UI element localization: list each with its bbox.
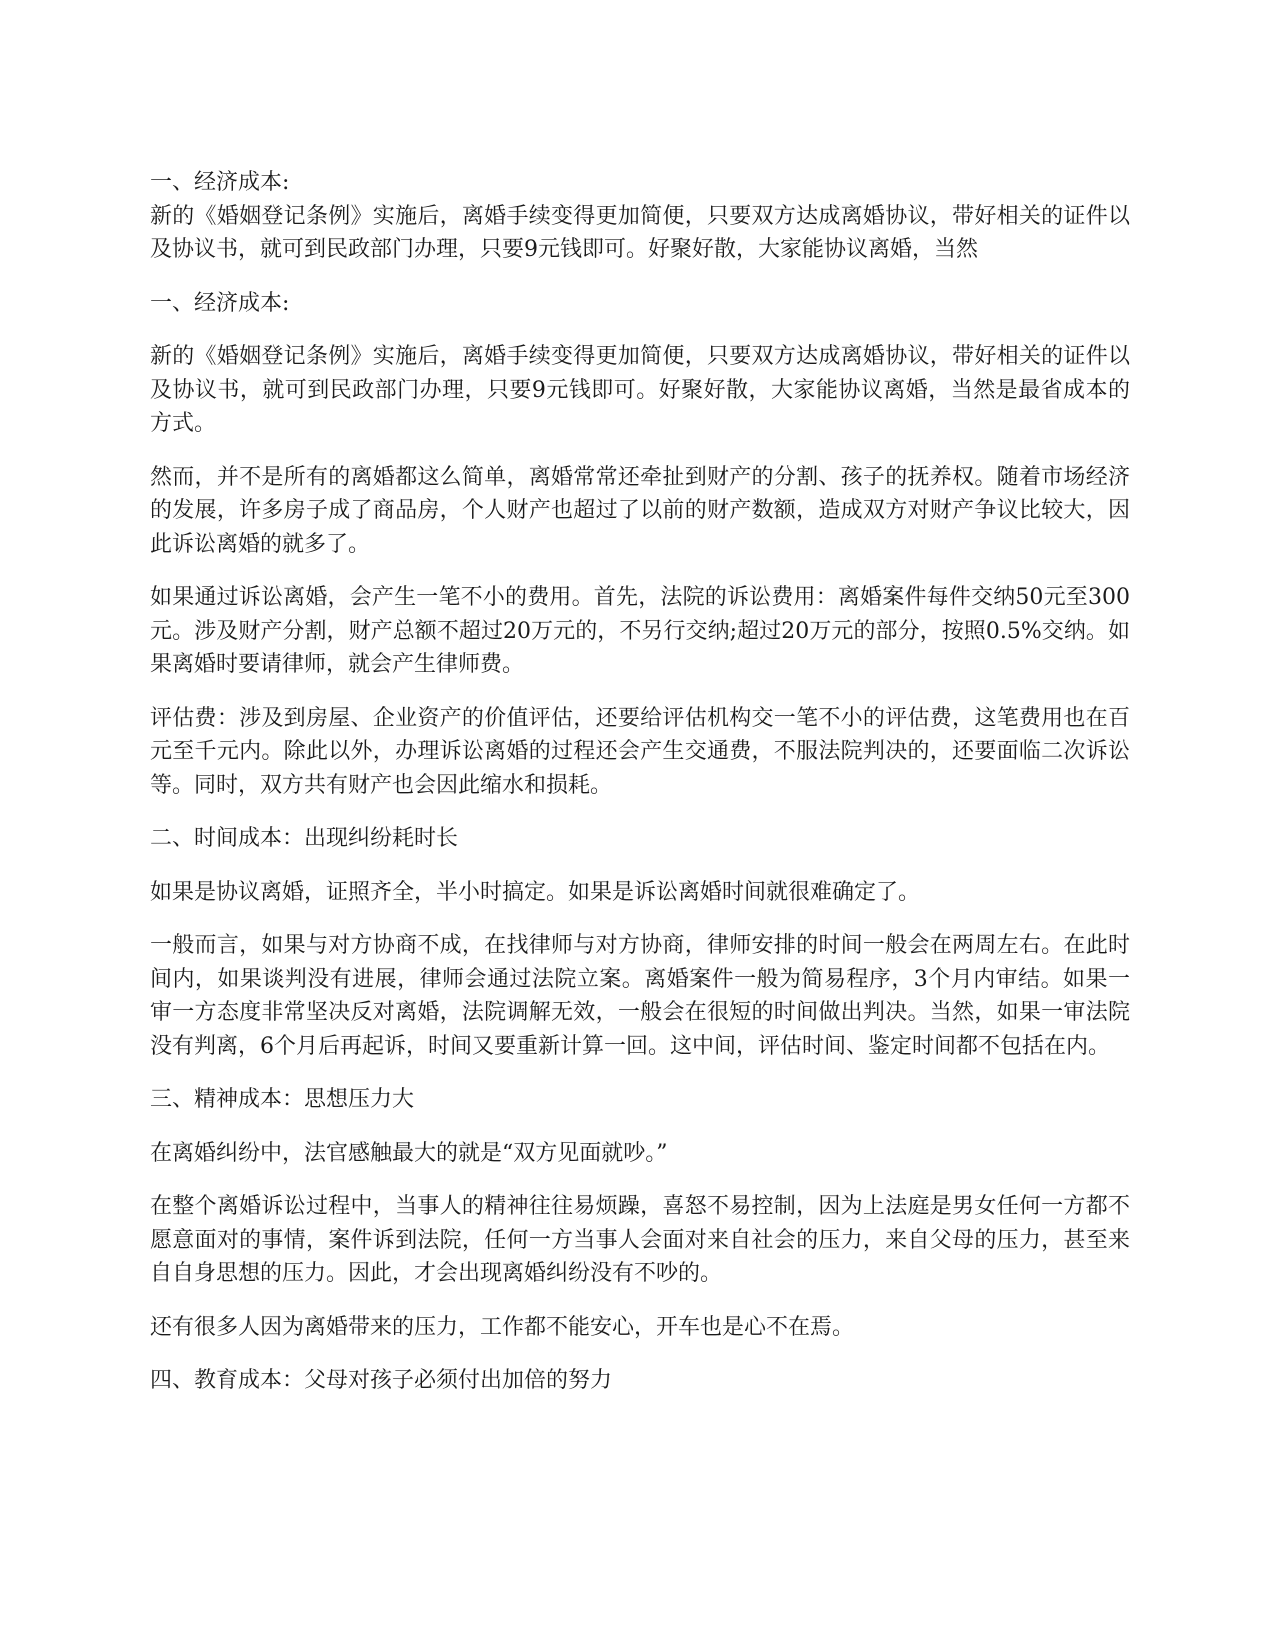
paragraph-judge-quote: 在离婚纠纷中，法官感触最大的就是“双方见面就吵。” [150,1140,668,1166]
section-heading-time: 二、时间成本：出现纠纷耗时长 [150,826,459,851]
paragraph-work-impact: 还有很多人因为离婚带来的压力，工作都不能安心，开车也是心不在焉。 [150,1314,855,1340]
document-body [150,166,1130,1418]
intro-heading: 一、经济成本: [150,170,290,195]
section-heading-education: 四、教育成本：父母对孩子必须付出加倍的努力 [150,1368,613,1393]
paragraph-agreement-time: 如果是协议离婚，证照齐全，半小时搞定。如果是诉讼离婚时间就很难确定了。 [150,879,921,905]
paragraph-appraisal-fees: 评估费：涉及到房屋、企业资产的价值评估，还要给评估机构交一笔不小的评估费，这笔费用也在百元至千元内。除此以外，办理诉讼离婚的过程还会产生交通费，不服法院判决的，还要面临二次诉讼等。同时，双方共有财产也会因此缩水和损耗。 [150,705,1130,798]
section-heading-economic: 一、经济成本: [150,290,290,316]
paragraph-registration: 新的《婚姻登记条例》实施后，离婚手续变得更加简便，只要双方达成离婚协议，带好相关的证件以及协议书，就可到民政部门办理，只要9元钱即可。好聚好散，大家能协议离婚，当然是最省成本的方式。 [150,344,1130,436]
paragraph-litigation-time: 一般而言，如果与对方协商不成，在找律师与对方协商，律师安排的时间一般会在两周左右。在此时间内，如果谈判没有进展，律师会通过法院立案。离婚案件一般为简易程序，3个月内审结。如果一审一方态度非常坚决反对离婚，法院调解无效，一般会在很短的时间做出判决。当然，如果一审法院没有判离，6个月后再起诉，时间又要重新计算一回。这中间，评估时间、鉴定时间都不包括在内。 [150,933,1130,1059]
section-heading-mental: 三、精神成本：思想压力大 [150,1087,415,1112]
paragraph-litigation-fees: 如果通过诉讼离婚，会产生一笔不小的费用。首先，法院的诉讼费用：离婚案件每件交纳50元至300元。涉及财产分割，财产总额不超过20万元的，不另行交纳;超过20万元的部分，按照0.5%交纳。如果离婚时要请律师，就会产生律师费。 [150,585,1130,677]
intro-summary: 新的《婚姻登记条例》实施后，离婚手续变得更加简便，只要双方达成离婚协议，带好相关的证件以及协议书，就可到民政部门办理，只要9元钱即可。好聚好散，大家能协议离婚，当然 [150,203,1130,262]
paragraph-emotional-pressure: 在整个离婚诉讼过程中，当事人的精神往往易烦躁，喜怒不易控制，因为上法庭是男女任何一方都不愿意面对的事情，案件诉到法院，任何一方当事人会面对来自社会的压力，来自父母的压力，甚至来自自身思想的压力。因此，才会出现离婚纠纷没有不吵的。 [150,1194,1130,1286]
paragraph-property: 然而，并不是所有的离婚都这么简单，离婚常常还牵扯到财产的分割、孩子的抚养权。随着市场经济的发展，许多房子成了商品房，个人财产也超过了以前的财产数额，造成双方对财产争议比较大，因此诉讼离婚的就多了。 [150,464,1130,557]
